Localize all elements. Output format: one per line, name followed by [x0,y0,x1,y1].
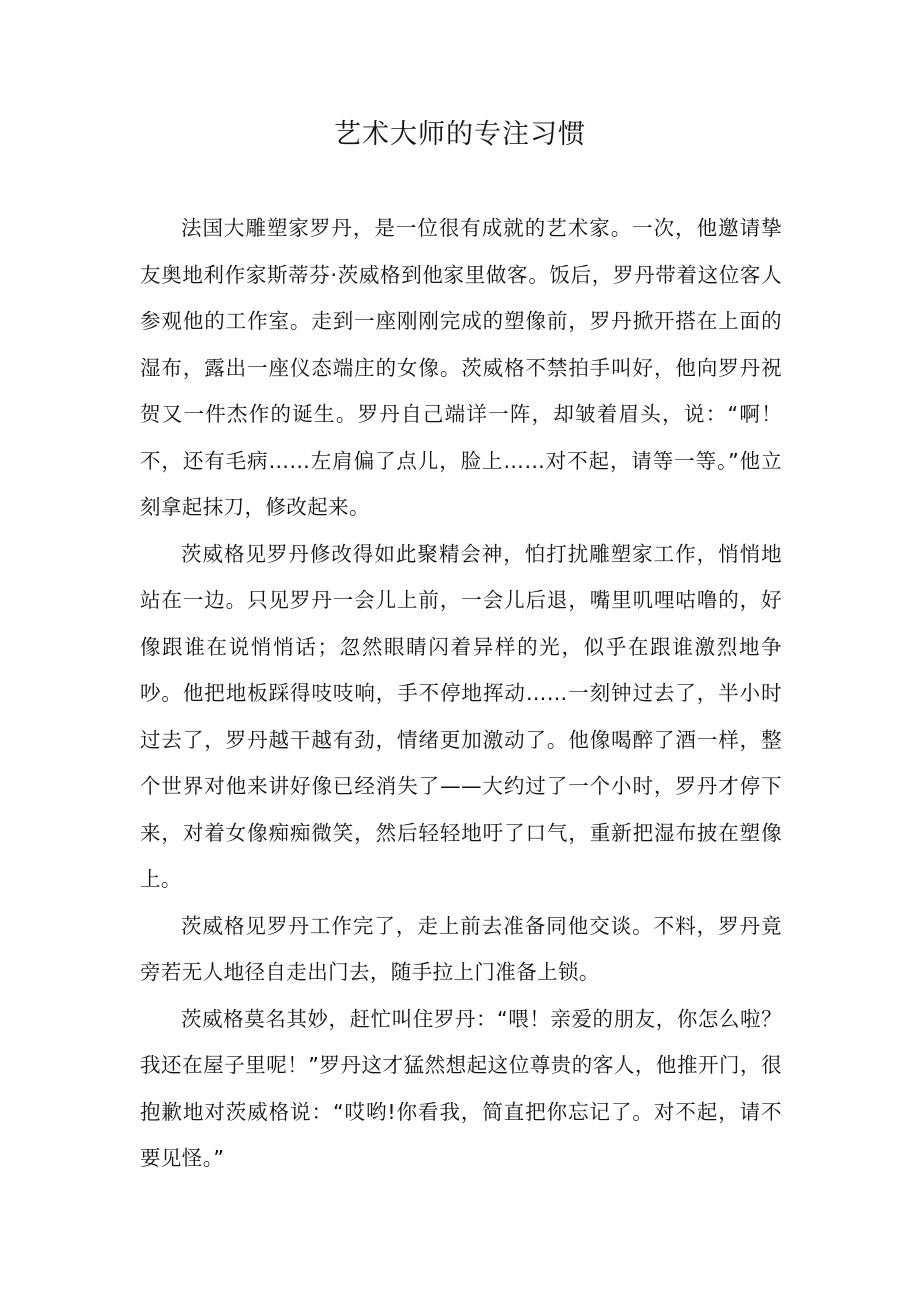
paragraph-2: 茨威格见罗丹修改得如此聚精会神，怕打扰雕塑家工作，悄悄地站在一边。只见罗丹一会儿上前，一会儿后退，嘴里叽哩咕噜的，好像跟谁在说悄悄话；忽然眼睛闪着异样的光，似乎在跟谁激烈地争吵。他把地板踩得吱吱响，手不停地挥动……一刻钟过去了，半小时过去了，罗丹越干越有劲，情绪更加激动了。他像喝醉了酒一样，整个世界对他来讲好像已经消失了——大约过了一个小时，罗丹才停下来，对着女像痴痴微笑，然后轻轻地吁了口气，重新把湿布披在塑像上。 [140,541,782,891]
paragraph-4: 茨威格莫名其妙，赶忙叫住罗丹：“喂！亲爱的朋友，你怎么啦？我还在屋子里呢！”罗丹这才猛然想起这位尊贵的客人，他推开门，很抱歉地对茨威格说：“哎哟!你看我，简直把你忘记了。对不起，请不要见怪。” [140,1006,782,1170]
paragraph-1: 法国大雕塑家罗丹，是一位很有成就的艺术家。一次，他邀请挚友奥地利作家斯蒂芬·茨威格到他家里做客。饭后，罗丹带着这位客人参观他的工作室。走到一座刚刚完成的塑像前，罗丹掀开搭在上面的湿布，露出一座仪态端庄的女像。茨威格不禁拍手叫好，他向罗丹祝贺又一件杰作的诞生。罗丹自己端详一阵，却皱着眉头，说：“啊！不，还有毛病……左肩偏了点儿，脸上……对不起，请等一等。”他立刻拿起抹刀，修改起来。 [140,216,782,519]
document-body [140,205,782,1182]
document-title: 艺术大师的专注习惯 [334,119,586,150]
paragraph-3: 茨威格见罗丹工作完了，走上前去准备同他交谈。不料，罗丹竟旁若无人地径自走出门去，随手拉上门准备上锁。 [140,913,782,984]
